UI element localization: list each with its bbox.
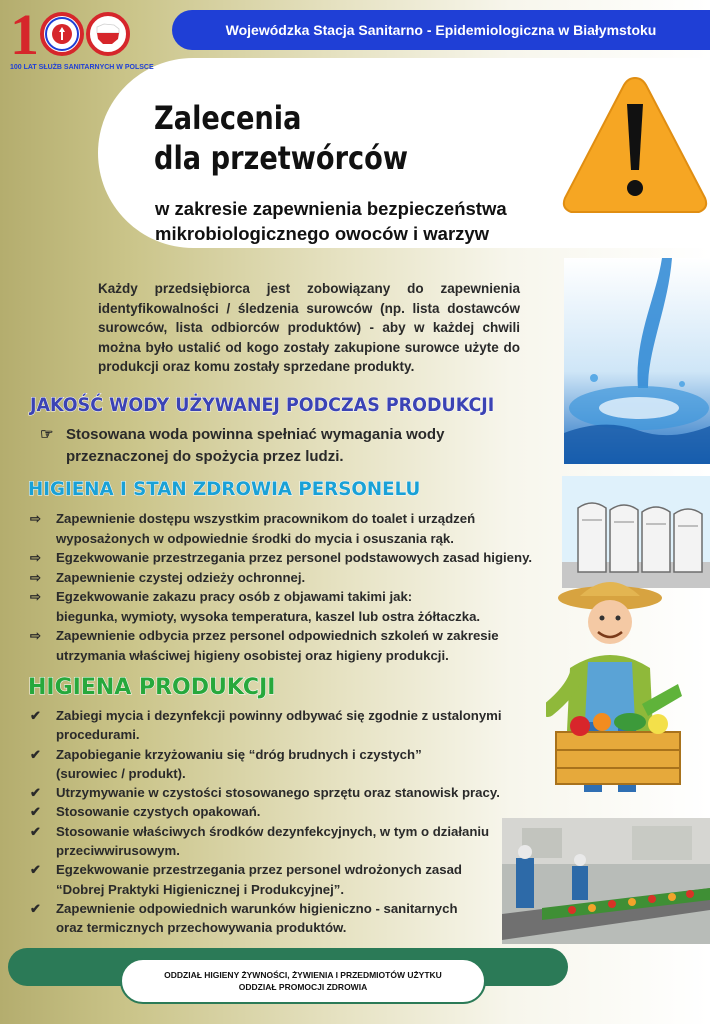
list-item-line-1: Zapewnienie dostępu wszystkim pracownikom do toalet i urządzeń — [56, 511, 476, 526]
production-hygiene-heading: HIGIENA PRODUKCJI — [28, 675, 276, 700]
list-item — [30, 899, 502, 938]
arrow-right-icon: ⇨ — [30, 550, 42, 565]
list-item-line-2: biegunka, wymioty, wysoka temperatura, kaszel lub ostra żółtaczka. — [56, 608, 481, 624]
list-item-line-2: przeznaczonej do spożycia przez ludzi. — [66, 448, 344, 465]
page-title — [154, 98, 408, 178]
list-item — [30, 822, 502, 861]
footer-line-2: ODDZIAŁ PROMOCJI ZDROWIA — [238, 982, 368, 992]
list-item — [30, 626, 532, 665]
list-item — [30, 745, 502, 784]
production-line-photo — [502, 818, 710, 944]
title-line-2: dla przetwórców — [154, 139, 408, 177]
list-item-line-1: Zapobieganie krzyżowaniu się “dróg brudnych i czystych” — [56, 746, 422, 762]
list-item-line-1: Utrzymywanie w czystości stosowanego sprzętu oraz stanowisk pracy. — [56, 785, 500, 801]
footer-line-1: ODDZIAŁ HIGIENY ŻYWNOŚCI, ŻYWIENIA I PRZEDMIOTÓW UŻYTKU — [164, 970, 442, 980]
list-item-line-1: Egzekwowanie przestrzegania przez personel wdrożonych zasad — [56, 862, 462, 878]
arrow-right-icon: ⇨ — [30, 589, 42, 604]
farmer-with-vegetables-illustration — [546, 572, 690, 808]
sanitary-inspection-seal-icon — [40, 12, 84, 56]
arrow-right-icon: ⇨ — [30, 569, 42, 585]
water-quality-heading: JAKOŚĆ WODY UŻYWANEJ PODCZAS PRODUKCJI — [30, 394, 495, 416]
list-item — [30, 802, 502, 821]
logo-caption: 100 LAT SŁUŻB SANITARNYCH W POLSCE — [10, 64, 154, 71]
subtitle-line-1: w zakresie zapewnienia bezpieczeństwa — [155, 198, 507, 219]
water-splash-illustration — [564, 258, 710, 464]
list-item-line-1: Zapewnienie czystej odzieży ochronnej. — [56, 569, 306, 585]
list-item-line-1: Stosowanie czystych opakowań. — [56, 804, 261, 820]
checkmark-icon: ✔ — [30, 900, 42, 916]
staff-hygiene-list — [30, 509, 532, 665]
traceability-intro: Każdy przedsiębiorca jest zobowiązany do zapewnienia identyfikowalności / śledzenia surowców (np. lista dostawców surowców, lista odbiorców produktów) - aby w każdej chwili można było ustalić od kogo zostały zakupione surowce użyte do produkcji oraz komu zostały sprzedane produkty. — [98, 281, 520, 374]
list-item — [40, 424, 444, 468]
warning-triangle-icon — [560, 72, 710, 218]
list-item — [30, 548, 532, 568]
staff-hygiene-heading: HIGIENA I STAN ZDROWIA PERSONELU — [28, 478, 421, 500]
institution-name: Wojewódzka Stacja Sanitarno - Epidemiologiczna w Białymstoku — [225, 22, 657, 38]
list-item — [30, 783, 502, 802]
checkmark-icon: ✔ — [30, 708, 42, 723]
arrow-right-icon: ⇨ — [30, 628, 42, 643]
checkmark-icon: ✔ — [30, 785, 42, 801]
list-item-line-2: procedurami. — [56, 727, 140, 743]
arrow-right-icon: ⇨ — [30, 511, 42, 526]
list-item-line-1: Stosowanie właściwych środków dezynfekcyjnych, w tym o działaniu — [56, 823, 490, 839]
list-item-line-2: (surowiec / produkt). — [56, 765, 186, 781]
list-item — [30, 860, 502, 899]
list-item — [30, 587, 532, 626]
list-item-line-1: Zapewnienie odbycia przez personel odpowiednich szkoleń w zakresie — [56, 628, 499, 643]
centenary-logo — [8, 2, 158, 74]
list-item-line-2: wyposażonych w odpowiednie środki do mycia i osuszania rąk. — [56, 530, 454, 546]
list-item-line-2: oraz termicznych przechowywania produktów. — [56, 920, 347, 936]
list-item-line-2: utrzymania właściwej higieny osobistej oraz higieny produkcji. — [56, 647, 449, 663]
list-item — [30, 568, 532, 588]
water-quality-list — [40, 424, 444, 468]
logo-digit-one: 1 — [10, 2, 39, 67]
subtitle-line-2: mikrobiologicznego owoców i warzyw — [155, 223, 490, 244]
header-bar — [172, 10, 710, 50]
checkmark-icon: ✔ — [30, 823, 42, 839]
checkmark-icon: ✔ — [30, 862, 42, 878]
production-hygiene-list — [30, 706, 502, 938]
checkmark-icon: ✔ — [30, 746, 42, 762]
checkmark-icon: ✔ — [30, 804, 42, 820]
list-item-line-1: Zabiegi mycia i dezynfekcji powinny odbywać się zgodnie z ustalonymi — [56, 708, 502, 723]
list-item-line-1: Zapewnienie odpowiednich warunków higieniczno - sanitarnych — [56, 900, 458, 916]
list-item-line-1: Egzekwowanie zakazu pracy osób z objawami takimi jak: — [56, 589, 413, 604]
list-item — [30, 706, 502, 745]
pointing-hand-icon: ☞ — [40, 426, 54, 443]
page-subtitle — [155, 196, 507, 246]
title-line-1: Zalecenia — [154, 99, 302, 137]
footer-departments — [120, 958, 486, 1004]
poland-map-seal-icon — [86, 12, 130, 56]
list-item-line-2: “Dobrej Praktyki Higienicznej i Produkcyjnej”. — [56, 881, 345, 897]
list-item-line-2: przeciwwirusowym. — [56, 843, 180, 859]
list-item-line-1: Stosowana woda powinna spełniać wymagania wody — [66, 426, 445, 443]
list-item-line-1: Egzekwowanie przestrzegania przez personel podstawowych zasad higieny. — [56, 550, 533, 565]
list-item — [30, 509, 532, 548]
